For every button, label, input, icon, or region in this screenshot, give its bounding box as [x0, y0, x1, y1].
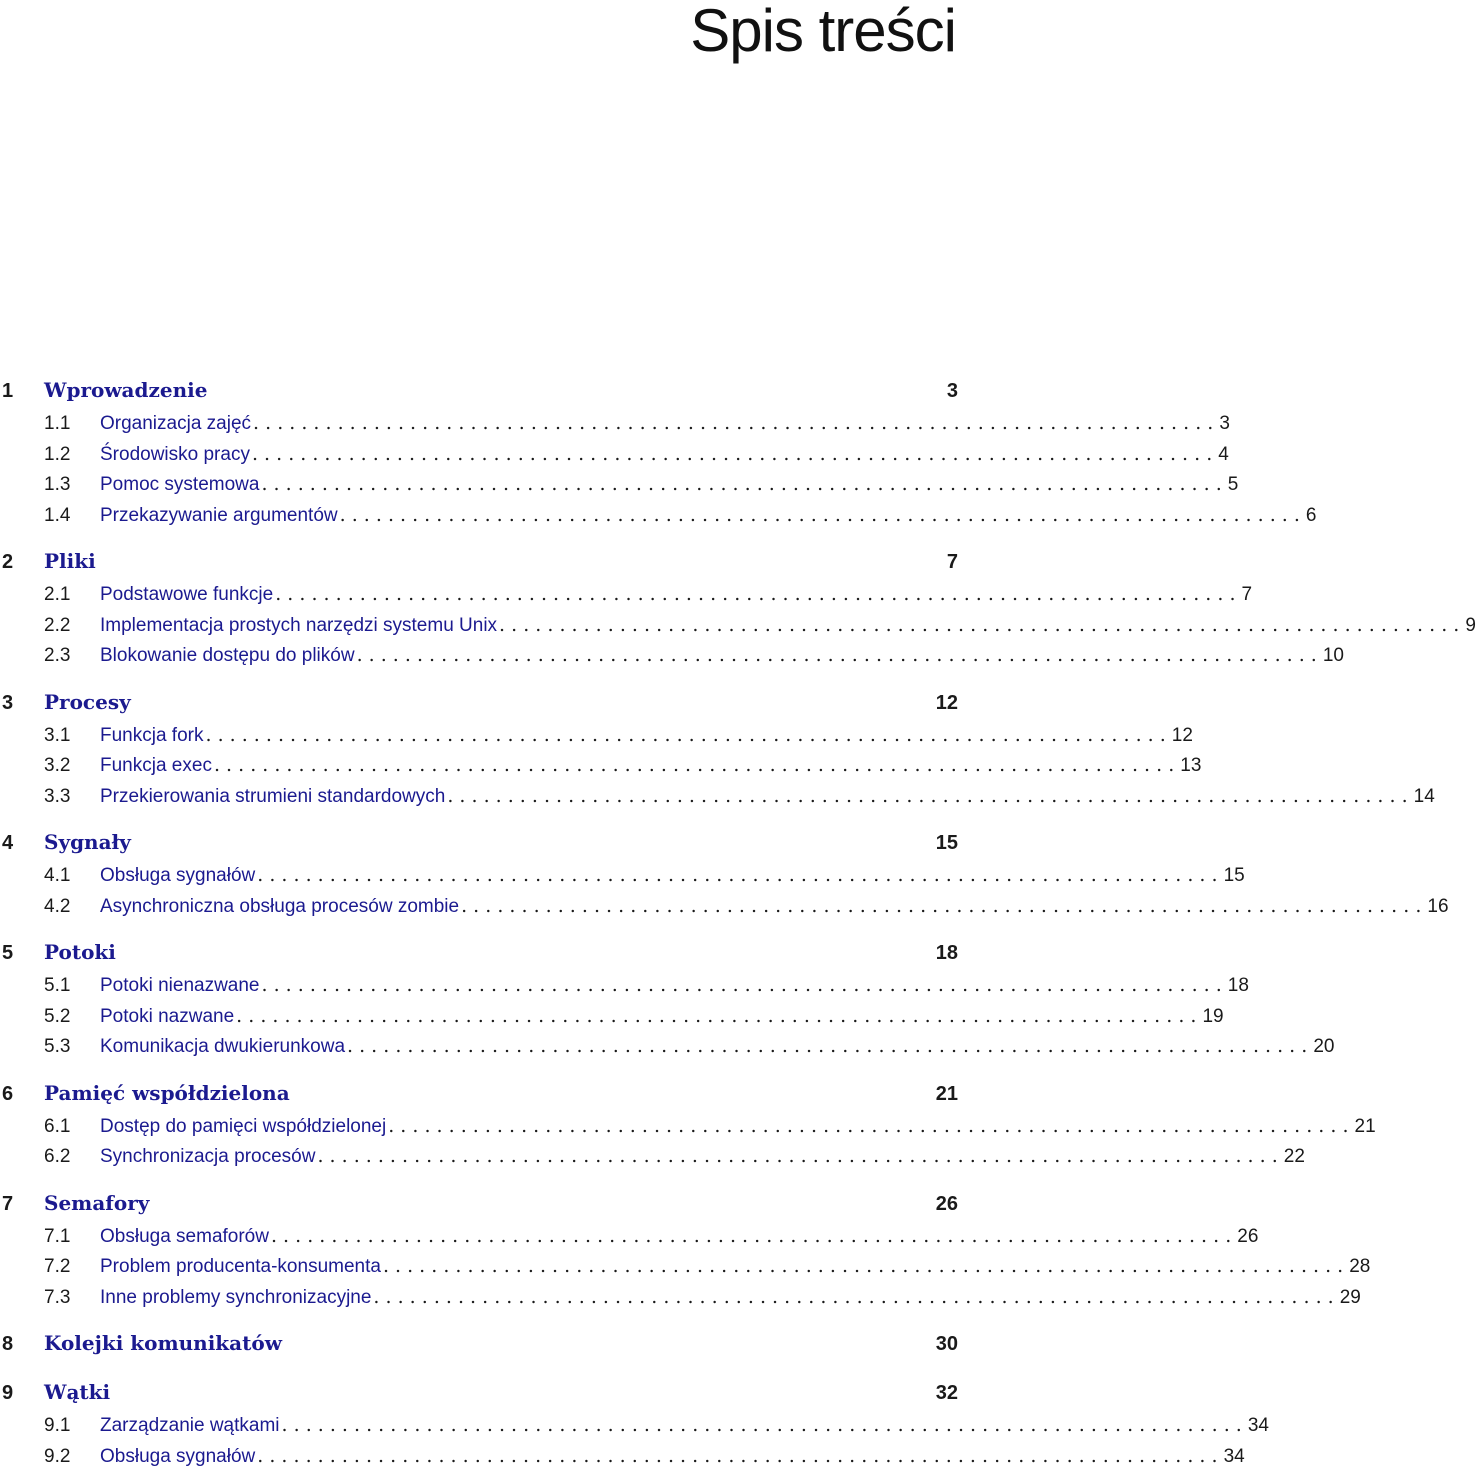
section-number: 6.1	[44, 1115, 71, 1137]
toc-section-entry[interactable]	[0, 579, 1253, 610]
section-number: 2.3	[44, 645, 71, 666]
dot-leader: . . . . . . . . . . . . . . . . . . . . . . . . . . . . . . . . . . . . . . . . . . . . . . . . . . . . . . . . . . . . . . . . . . . . . . . . . . . . . . . .	[339, 503, 1300, 526]
toc-chapter-entry[interactable]	[0, 543, 960, 579]
toc-section-entry[interactable]	[0, 439, 1229, 470]
chapter-number: 5	[2, 942, 14, 964]
section-title-link[interactable]: Organizacja zajęć	[100, 413, 252, 434]
section-page: 34	[1247, 1415, 1269, 1436]
chapter-title-link[interactable]: Kolejki komunikatów	[44, 1331, 282, 1355]
toc-section-entry[interactable]	[0, 891, 1449, 922]
chapter-number: 2	[2, 551, 14, 573]
dot-leader: . . . . . . . . . . . . . . . . . . . . . . . . . . . . . . . . . . . . . . . . . . . . . . . . . . . . . . . . . . . . . . . . . . . . . . . . . . . . . . . .	[317, 1145, 1278, 1167]
dot-leader: . . . . . . . . . . . . . . . . . . . . . . . . . . . . . . . . . . . . . . . . . . . . . . . . . . . . . . . . . . . . . . . . . . . . . . . . . . . . . . . .	[270, 1224, 1232, 1247]
toc-section-entry[interactable]	[0, 720, 1193, 751]
chapter-number: 4	[2, 832, 14, 854]
dot-leader: . . . . . . . . . . . . . . . . . . . . . . . . . . . . . . . . . . . . . . . . . . . . . . . . . . . . . . . . . . . . . . . . . . . . . . . . . . . . . . . .	[251, 442, 1213, 465]
toc-section-entry[interactable]	[0, 408, 1230, 439]
toc-section-entry[interactable]	[0, 750, 1202, 781]
table-of-contents	[0, 372, 1476, 1471]
toc-chapter-3	[0, 684, 1435, 812]
section-title-link[interactable]: Funkcja fork	[100, 724, 204, 746]
toc-section-entry[interactable]	[0, 1001, 1224, 1032]
page-title: Spis treści	[690, 0, 956, 64]
section-number: 4.2	[44, 895, 71, 917]
dot-leader: . . . . . . . . . . . . . . . . . . . . . . . . . . . . . . . . . . . . . . . . . . . . . . . . . . . . . . . . . . . . . . . . . . . . . . . . . . . . . . . .	[281, 1414, 1242, 1436]
section-number: 3.3	[44, 785, 71, 807]
toc-section-entry[interactable]	[0, 1441, 1245, 1472]
section-number: 3.2	[44, 755, 71, 776]
section-title-link[interactable]: Problem producenta-konsumenta	[100, 1256, 381, 1277]
chapter-page: 12	[935, 691, 958, 714]
section-title-link[interactable]: Implementacja prostych narzędzi systemu Unix	[100, 614, 498, 636]
chapter-title-link[interactable]: Sygnały	[44, 830, 131, 854]
toc-section-entry[interactable]	[0, 1251, 1371, 1282]
section-title-link[interactable]: Funkcja exec	[100, 755, 212, 776]
section-title-link[interactable]: Przekierowania strumieni standardowych	[100, 785, 446, 807]
toc-section-entry[interactable]	[0, 1141, 1305, 1172]
dot-leader: . . . . . . . . . . . . . . . . . . . . . . . . . . . . . . . . . . . . . . . . . . . . . . . . . . . . . . . . . . . . . . . . . . . . . . . . . . . . . . . .	[373, 1285, 1334, 1308]
dot-leader: . . . . . . . . . . . . . . . . . . . . . . . . . . . . . . . . . . . . . . . . . . . . . . . . . . . . . . . . . . . . . . . . . . . . . . . . . . . . . . . .	[257, 1444, 1218, 1467]
toc-chapter-entry[interactable]	[0, 1374, 960, 1410]
toc-chapter-entry[interactable]	[0, 934, 960, 970]
dot-leader: . . . . . . . . . . . . . . . . . . . . . . . . . . . . . . . . . . . . . . . . . . . . . . . . . . . . . . . . . . . . . . . . . . . . . . . . . . . . . . . .	[382, 1255, 1344, 1277]
section-page: 34	[1223, 1445, 1245, 1467]
toc-section-entry[interactable]	[0, 1111, 1376, 1142]
toc-chapter-entry[interactable]	[0, 1185, 960, 1221]
section-page: 21	[1354, 1115, 1376, 1137]
section-number: 2.2	[44, 614, 71, 636]
section-number: 1.1	[44, 413, 71, 434]
dot-leader: . . . . . . . . . . . . . . . . . . . . . . . . . . . . . . . . . . . . . . . . . . . . . . . . . . . . . . . . . . . . . . . . . . . . . . . . . . . . . . . .	[261, 473, 1222, 495]
section-title-link[interactable]: Komunikacja dwukierunkowa	[100, 1036, 346, 1057]
toc-chapter-entry[interactable]	[0, 684, 960, 720]
chapter-number: 1	[2, 380, 14, 402]
section-page: 20	[1313, 1036, 1335, 1057]
toc-chapter-entry[interactable]	[0, 1075, 960, 1111]
section-page: 4	[1218, 443, 1229, 465]
section-page: 14	[1413, 785, 1435, 807]
dot-leader: . . . . . . . . . . . . . . . . . . . . . . . . . . . . . . . . . . . . . . . . . . . . . . . . . . . . . . . . . . . . . . . . . . . . . . . . . . . . . . . .	[213, 754, 1175, 776]
toc-chapter-6	[0, 1075, 1376, 1172]
section-page: 16	[1427, 895, 1449, 917]
toc-section-entry[interactable]	[0, 469, 1239, 500]
toc-chapter-entry[interactable]	[0, 824, 960, 860]
section-number: 1.3	[44, 474, 71, 495]
section-number: 1.2	[44, 443, 71, 465]
section-title-link[interactable]: Pomoc systemowa	[100, 474, 260, 495]
chapter-page: 30	[935, 1333, 958, 1355]
chapter-number: 8	[2, 1333, 14, 1355]
section-page: 28	[1349, 1256, 1371, 1277]
toc-chapter-entry[interactable]	[0, 372, 960, 408]
section-number: 5.1	[44, 975, 71, 996]
chapter-number: 3	[2, 691, 14, 714]
section-title-link[interactable]: Asynchroniczna obsługa procesów zombie	[100, 895, 460, 917]
chapter-title-link[interactable]: Potoki	[44, 940, 116, 964]
dot-leader: . . . . . . . . . . . . . . . . . . . . . . . . . . . . . . . . . . . . . . . . . . . . . . . . . . . . . . . . . . . . . . . . . . . . . . . . . . . . . . . .	[236, 1004, 1197, 1027]
toc-chapter-2	[0, 543, 1476, 671]
toc-section-entry[interactable]	[0, 1221, 1259, 1252]
toc-chapter-entry[interactable]	[0, 1325, 960, 1361]
dot-leader: . . . . . . . . . . . . . . . . . . . . . . . . . . . . . . . . . . . . . . . . . . . . . . . . . . . . . . . . . . . . . . . . . . . . . . . . . . . . . . . .	[275, 583, 1236, 605]
dot-leader: . . . . . . . . . . . . . . . . . . . . . . . . . . . . . . . . . . . . . . . . . . . . . . . . . . . . . . . . . . . . . . . . . . . . . . . . . . . . . . . .	[356, 644, 1317, 666]
chapter-page: 15	[935, 832, 958, 854]
chapter-page: 21	[935, 1082, 958, 1105]
chapter-number: 6	[2, 1082, 14, 1105]
dot-leader: . . . . . . . . . . . . . . . . . . . . . . . . . . . . . . . . . . . . . . . . . . . . . . . . . . . . . . . . . . . . . . . . . . . . . . . . . . . . . . . .	[461, 894, 1422, 917]
section-page: 9	[1465, 614, 1476, 636]
dot-leader: . . . . . . . . . . . . . . . . . . . . . . . . . . . . . . . . . . . . . . . . . . . . . . . . . . . . . . . . . . . . . . . . . . . . . . . . . . . . . . . .	[261, 974, 1222, 996]
toc-chapter-5	[0, 934, 1335, 1062]
chapter-page: 7	[946, 551, 958, 573]
chapter-title-link[interactable]: Wprowadzenie	[44, 378, 208, 402]
section-title-link[interactable]: Inne problemy synchronizacyjne	[100, 1286, 372, 1308]
section-number: 5.3	[44, 1036, 71, 1057]
section-number: 5.2	[44, 1005, 71, 1027]
toc-section-entry[interactable]	[0, 1410, 1269, 1441]
section-page: 18	[1227, 975, 1249, 996]
toc-chapter-8	[0, 1325, 960, 1361]
section-page: 7	[1241, 584, 1253, 605]
toc-section-entry[interactable]	[0, 781, 1435, 812]
dot-leader: . . . . . . . . . . . . . . . . . . . . . . . . . . . . . . . . . . . . . . . . . . . . . . . . . . . . . . . . . . . . . . . . . . . . . . . . . . . . . . . .	[447, 784, 1408, 807]
section-page: 26	[1237, 1225, 1259, 1247]
section-number: 4.1	[44, 865, 71, 886]
toc-chapter-4	[0, 824, 1449, 921]
dot-leader: . . . . . . . . . . . . . . . . . . . . . . . . . . . . . . . . . . . . . . . . . . . . . . . . . . . . . . . . . . . . . . . . . . . . . . . . . . . . . . . .	[253, 412, 1214, 434]
toc-chapter-1	[0, 372, 1317, 530]
section-title-link[interactable]: Synchronizacja procesów	[100, 1146, 316, 1167]
section-page: 15	[1223, 865, 1245, 886]
chapter-page: 18	[935, 942, 958, 964]
section-title-link[interactable]: Potoki nienazwane	[100, 975, 260, 996]
toc-section-entry[interactable]	[0, 1031, 1335, 1062]
toc-chapter-7	[0, 1185, 1371, 1313]
section-page: 13	[1180, 755, 1202, 776]
section-page: 12	[1171, 724, 1193, 746]
section-title-link[interactable]: Obsługa sygnałów	[100, 865, 256, 886]
toc-section-entry[interactable]	[0, 1282, 1361, 1313]
section-page: 3	[1219, 413, 1230, 434]
section-number: 2.1	[44, 584, 71, 605]
section-page: 29	[1339, 1286, 1361, 1308]
section-title-link[interactable]: Podstawowe funkcje	[100, 584, 274, 605]
chapter-title-link[interactable]: Procesy	[44, 689, 131, 714]
section-title-link[interactable]: Dostęp do pamięci współdzielonej	[100, 1115, 387, 1137]
chapter-title-link[interactable]: Pamięć współdzielona	[44, 1080, 290, 1105]
section-number: 7.2	[44, 1256, 71, 1277]
chapter-page: 3	[946, 380, 958, 402]
chapter-page: 32	[935, 1382, 958, 1404]
section-page: 10	[1322, 645, 1344, 666]
section-title-link[interactable]: Obsługa sygnałów	[100, 1445, 256, 1467]
section-title-link[interactable]: Środowisko pracy	[100, 443, 250, 465]
section-page: 6	[1305, 504, 1317, 526]
dot-leader: . . . . . . . . . . . . . . . . . . . . . . . . . . . . . . . . . . . . . . . . . . . . . . . . . . . . . . . . . . . . . . . . . . . . . . . . . . . . . . . .	[388, 1114, 1349, 1137]
section-title-link[interactable]: Blokowanie dostępu do plików	[100, 645, 355, 666]
section-page: 22	[1283, 1146, 1305, 1167]
section-title-link[interactable]: Zarządzanie wątkami	[100, 1415, 280, 1436]
chapter-title-link[interactable]: Pliki	[44, 549, 96, 573]
dot-leader: . . . . . . . . . . . . . . . . . . . . . . . . . . . . . . . . . . . . . . . . . . . . . . . . . . . . . . . . . . . . . . . . . . . . . . . . . . . . . . . .	[347, 1035, 1308, 1057]
section-page: 5	[1227, 474, 1239, 495]
toc-section-entry[interactable]	[0, 500, 1317, 531]
section-number: 7.1	[44, 1225, 71, 1247]
toc-section-entry[interactable]	[0, 610, 1476, 641]
section-title-link[interactable]: Obsługa semaforów	[100, 1225, 269, 1247]
chapter-title-link[interactable]: Wątki	[44, 1380, 111, 1404]
chapter-number: 7	[2, 1192, 14, 1215]
section-number: 9.1	[44, 1415, 71, 1436]
toc-section-entry[interactable]	[0, 970, 1249, 1001]
toc-chapter-9	[0, 1374, 1269, 1471]
toc-section-entry[interactable]	[0, 860, 1245, 891]
chapter-page: 26	[935, 1192, 958, 1215]
chapter-number: 9	[2, 1382, 14, 1404]
section-number: 1.4	[44, 504, 71, 526]
dot-leader: . . . . . . . . . . . . . . . . . . . . . . . . . . . . . . . . . . . . . . . . . . . . . . . . . . . . . . . . . . . . . . . . . . . . . . . . . . . . . . . .	[257, 864, 1218, 886]
section-number: 6.2	[44, 1146, 71, 1167]
section-title-link[interactable]: Przekazywanie argumentów	[100, 504, 338, 526]
section-number: 3.1	[44, 724, 71, 746]
section-page: 19	[1202, 1005, 1224, 1027]
section-number: 9.2	[44, 1445, 71, 1467]
section-number: 7.3	[44, 1286, 71, 1308]
section-title-link[interactable]: Potoki nazwane	[100, 1005, 235, 1027]
toc-section-entry[interactable]	[0, 640, 1344, 671]
dot-leader: . . . . . . . . . . . . . . . . . . . . . . . . . . . . . . . . . . . . . . . . . . . . . . . . . . . . . . . . . . . . . . . . . . . . . . . . . . . . . . . .	[205, 723, 1166, 746]
dot-leader: . . . . . . . . . . . . . . . . . . . . . . . . . . . . . . . . . . . . . . . . . . . . . . . . . . . . . . . . . . . . . . . . . . . . . . . . . . . . . . . .	[499, 613, 1460, 636]
chapter-title-link[interactable]: Semafory	[44, 1190, 150, 1215]
